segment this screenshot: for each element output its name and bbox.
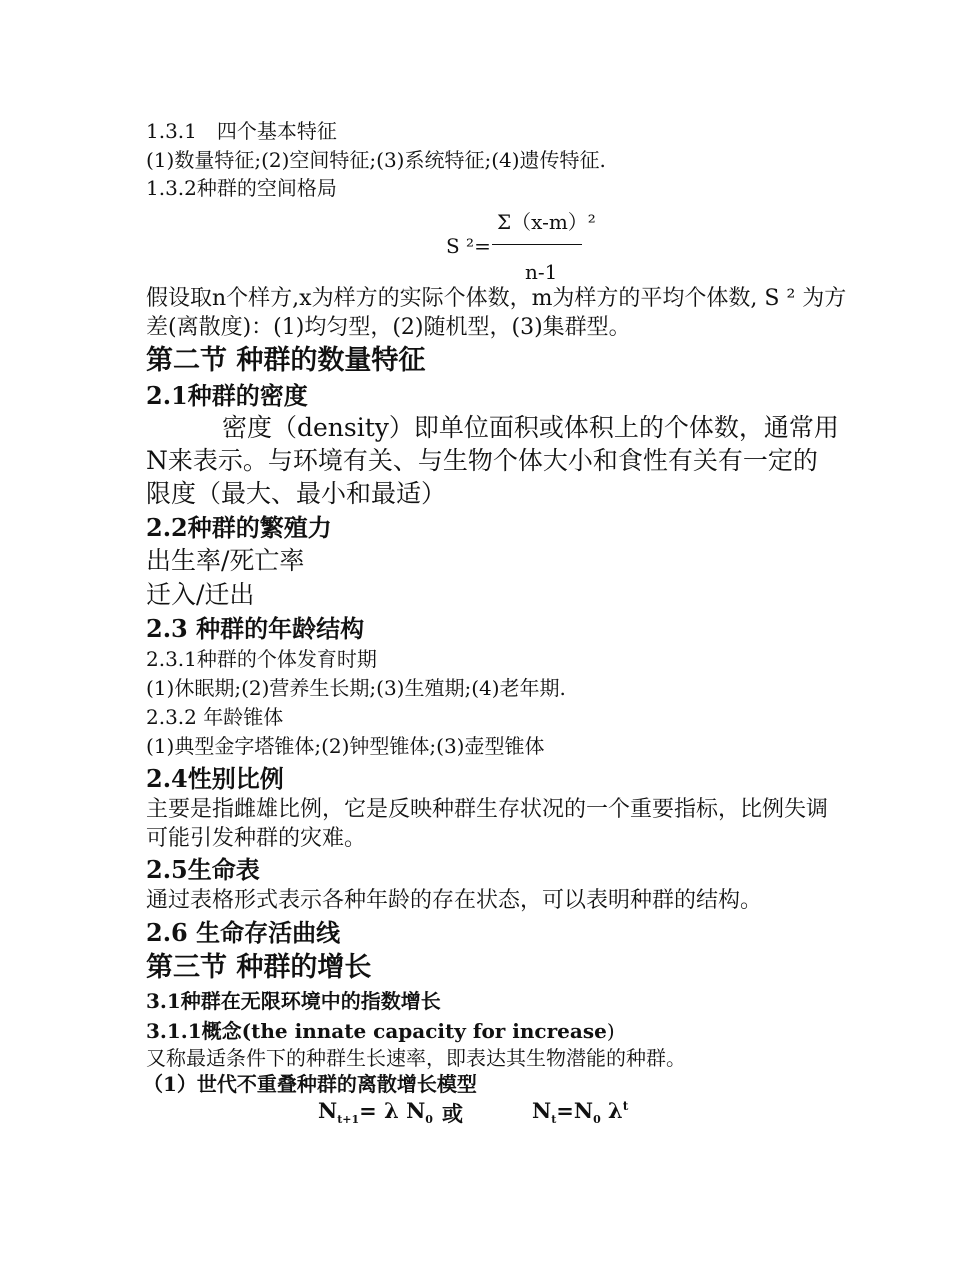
section-3-1-1-body: 又称最适条件下的种群生长速率，即表达其生物潜能的种群。 xyxy=(146,1046,686,1070)
variance-paragraph-line-1: 假设取n个样方,x为样方的实际个体数，m为样方的平均个体数, S ² 为方 xyxy=(146,286,847,311)
section-2-4-paragraph-line-1: 主要是指雌雄比例，它是反映种群生存状况的一个重要指标，比例失调 xyxy=(146,797,829,822)
equation-discrete-growth xyxy=(318,1098,433,1126)
section-1-3-2-heading: 1.3.2种群的空间格局 xyxy=(146,176,337,200)
eq1-subscript-0: 0 xyxy=(425,1113,433,1127)
section-3-1-1-heading-bold: 3.1.1概念(the innate capacity for increase xyxy=(146,1019,607,1043)
section-2-3-2-body: (1)典型金字塔锥体;(2)钟型锥体;(3)壶型锥体 xyxy=(146,734,545,758)
section-2-4-heading: 2.4性别比例 xyxy=(146,764,284,793)
variance-paragraph-line-2: 差(离散度)：(1)均匀型，(2)随机型，(3)集群型。 xyxy=(146,315,631,340)
formula-lhs: S ²= xyxy=(446,234,491,258)
section-2-2-line-1: 出生率/死亡率 xyxy=(146,546,305,575)
eq2-superscript-t: t xyxy=(622,1099,629,1113)
section-2-1-paragraph-line-3: 限度（最大、最小和最适） xyxy=(146,479,447,508)
eq2-mid: =N xyxy=(556,1098,594,1123)
eq2-subscript-0: 0 xyxy=(593,1113,601,1127)
section-2-1-paragraph-line-2: N来表示。与环境有关、与生物个体大小和食性有关有一定的 xyxy=(146,446,818,475)
section-3-1-heading: 3.1种群在无限环境中的指数增长 xyxy=(146,989,441,1013)
eq2-n: N xyxy=(532,1098,552,1123)
section-2-4-paragraph-line-2: 可能引发种群的灾难。 xyxy=(146,826,367,851)
equation-or-word: 或 xyxy=(442,1101,463,1126)
section-2-3-1-heading: 2.3.1种群的个体发育时期 xyxy=(146,647,377,671)
eq2-lambda: λ xyxy=(600,1098,623,1123)
section-3-1-1-heading xyxy=(146,1020,615,1043)
section-2-5-body: 通过表格形式表示各种年龄的存在状态，可以表明种群的结构。 xyxy=(146,888,763,913)
section-1-3-1-heading: 1.3.1 四个基本特征 xyxy=(146,119,337,143)
section-2-1-heading: 2.1种群的密度 xyxy=(146,381,308,410)
fraction-bar xyxy=(492,244,582,245)
equation-exponential-form xyxy=(532,1098,628,1126)
section-1-3-1-body: (1)数量特征;(2)空间特征;(3)系统特征;(4)遗传特征. xyxy=(146,148,606,172)
eq1-subscript-t-plus-1: t+1 xyxy=(337,1113,360,1127)
section-2-2-heading: 2.2种群的繁殖力 xyxy=(146,513,332,542)
section-3-1-1-heading-paren: ) xyxy=(606,1019,615,1043)
section-2-3-heading: 2.3 种群的年龄结构 xyxy=(146,614,365,643)
eq1-n: N xyxy=(318,1098,338,1123)
model-1-heading: （1）世代不重叠种群的离散增长模型 xyxy=(143,1072,477,1096)
section-2-2-line-2: 迁入/迁出 xyxy=(146,580,255,609)
chapter-2-title: 第二节 种群的数量特征 xyxy=(146,345,426,376)
formula-numerator: Σ（x-m）² xyxy=(497,210,596,234)
section-2-3-1-body: (1)休眠期;(2)营养生长期;(3)生殖期;(4)老年期. xyxy=(146,676,566,700)
section-2-5-heading: 2.5生命表 xyxy=(146,855,260,884)
formula-denominator: n-1 xyxy=(525,260,558,284)
chapter-3-title: 第三节 种群的增长 xyxy=(146,952,372,983)
eq1-mid: = λ N xyxy=(359,1098,426,1123)
section-2-6-heading: 2.6 生命存活曲线 xyxy=(146,918,341,947)
section-2-1-paragraph-line-1: 密度（density）即单位面积或体积上的个体数，通常用 xyxy=(222,413,839,442)
section-2-3-2-heading: 2.3.2 年龄锥体 xyxy=(146,705,284,729)
eq2-subscript-t: t xyxy=(551,1113,557,1127)
